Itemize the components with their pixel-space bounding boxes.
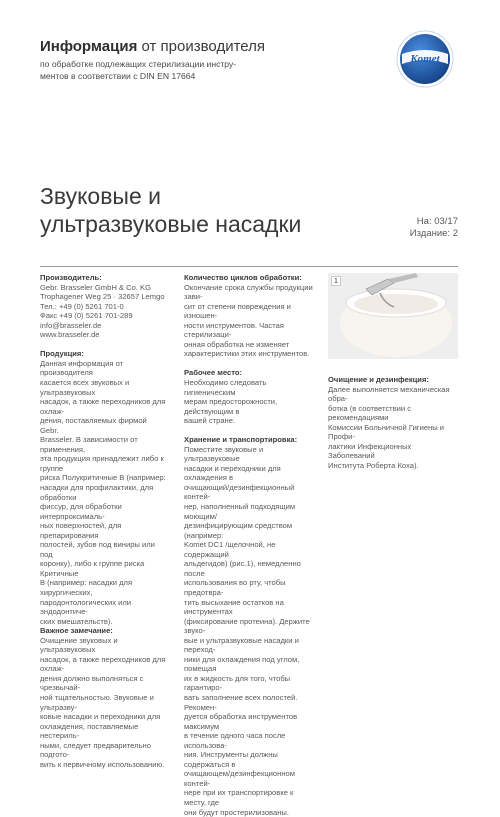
header-title-bold: Информация (40, 38, 138, 55)
storage-line: ния. Инструменты должны содержаться в (184, 750, 278, 769)
document-title-line: Звуковые и (40, 183, 161, 209)
storage-line: использования во рту, чтобы предотвра- (184, 578, 286, 597)
note-line: охлаждения, поставляемые нестериль- (40, 721, 139, 741)
cycles-line: Окончание срока службы продукции зави- (184, 282, 313, 302)
manufacturer-heading: Производитель: (40, 273, 102, 282)
edition-label: Издание: 2 (409, 228, 458, 239)
product-line: коронку), либо к группе риска Критичные (40, 559, 145, 578)
storage-line: нере при их транспортировке к месту, где (184, 788, 294, 807)
note-line: ными, следует предварительно подгото- (40, 740, 151, 760)
cycles-line: ности инструментов. Частая стерилизаци- (184, 320, 284, 340)
cleaning-line: ботка (в соответствии с рекомендациями (328, 403, 412, 423)
cleaning-heading: Очищение и дезинфекция: (328, 375, 429, 384)
header-subtitle-line: ментов в соответствии с DIN EN 17664 (40, 70, 196, 81)
cycles-heading: Количество циклов обработки: (184, 273, 302, 282)
storage-line: их в жидкость для того, чтобы гарантиро- (184, 673, 291, 693)
storage-line: ники для охлаждения под углом, помещая (184, 654, 300, 674)
cleaning-line: Комиссии Больничной Гигиены и Профи- (328, 422, 445, 442)
product-line: ских вмешательств). (40, 616, 113, 626)
cycles-line: онная обработка не изменяет (184, 339, 290, 349)
container-illustration (328, 273, 458, 359)
storage-line: насадки и переходники для охлаждения в (184, 463, 281, 483)
storage-line: вые и ультразвуковые насадки и переход- (184, 635, 299, 655)
product-heading: Продукция: (40, 349, 84, 359)
product-line: насадок, а также переходников для охлаж- (40, 397, 166, 416)
storage-block (184, 445, 316, 817)
document-title (40, 182, 370, 238)
cleaning-section (328, 375, 458, 470)
storage-line: дуется обработка инструментов максимум (184, 712, 298, 731)
storage-line: вать заполнение всех полостей. Рекомен- (184, 692, 298, 712)
header (40, 38, 370, 82)
storage-line: очищающий/дезинфекционный контей- (184, 482, 295, 502)
manufacturer-line: info@brasseler.de (40, 320, 102, 330)
note-heading: Важное замечание: (40, 626, 113, 636)
figure-number: 1 (331, 276, 341, 286)
komet-logo (396, 30, 454, 88)
product-line: касается всех звуковых и ультразвуковых (40, 377, 130, 397)
figure-1-photo (328, 273, 458, 359)
product-line: Brasseler. В зависимости от применения, (40, 435, 138, 454)
storage-line: тить высыхание остатков на инструментах (184, 597, 284, 617)
product-line: насадки для профилактики, для обработки (40, 482, 154, 502)
product-block (40, 359, 166, 626)
product-line: полостей, зубов под виниры или под (40, 540, 155, 559)
note-block (40, 636, 166, 770)
manufacturer-block (40, 283, 166, 340)
manufacturer-line: Trophagener Weg 25 · 32657 Lemgo (40, 292, 165, 302)
note-line: дения должно выполняться с чрезвычай- (40, 673, 144, 693)
product-line: ных поверхностей, для препарирования (40, 521, 122, 540)
manufacturer-line: www.brasseler.de (40, 330, 100, 340)
workplace-line: Необходимо следовать гигиеническим (184, 377, 267, 397)
storage-line: нер, наполненный подходящим моющим/ (184, 502, 296, 521)
document-title-line: ультразвуковые насадки (40, 211, 302, 237)
cycles-line: характеристики этих инструментов. (184, 349, 310, 359)
workplace-line: мерам предосторожности, действующим в (184, 397, 278, 416)
product-line: пародонтологических или эндодонтиче- (40, 597, 132, 617)
cleaning-line: лактики Инфекционных Заболеваний (328, 441, 412, 461)
product-line: Данная информация от производителя (40, 358, 124, 378)
storage-line: они будут простерилизованы. (184, 807, 289, 817)
note-line: вить к первичному использованию. (40, 759, 165, 769)
note-line: насадок, а также переходников для охлаж- (40, 654, 166, 674)
logo-text: Komet (410, 53, 440, 65)
product-line: эта продукция принадлежит либо к группе (40, 454, 164, 473)
storage-line: Komet DC1 /щелочной, не содержащий (184, 540, 276, 559)
cleaning-line: Далее выполняется механическая обра- (328, 384, 450, 404)
cycles-block (184, 283, 316, 359)
header-title-rest: от производителя (137, 38, 265, 55)
cleaning-line: Института Роберта Коха). (328, 460, 419, 470)
workplace-block (184, 378, 316, 426)
note-line: ной тщательностью. Звуковые и ультразву- (40, 693, 154, 712)
column-left (40, 273, 166, 769)
storage-line: альдегидов) (рис.1), немедленно после (184, 559, 301, 578)
storage-line: очищающем/дезинфекционном контей- (184, 769, 295, 788)
product-line: дения, поставляемых фирмой Gebr. (40, 416, 147, 435)
storage-heading: Хранение и транспортировка: (184, 435, 298, 445)
header-subtitle-line: по обработке подлежащих стерилизации инстру- (40, 59, 237, 69)
product-line: фиссур, для обработки интерпроксималь- (40, 502, 122, 521)
product-line: риска Полукритичные B (например: (40, 473, 166, 483)
section-divider (40, 266, 458, 267)
storage-line: в течение одного часа после использова- (184, 731, 286, 750)
workplace-heading: Рабочее место: (184, 368, 243, 378)
column-middle (184, 273, 316, 817)
storage-line: Поместите звуковые и ультразвуковые (184, 444, 264, 464)
storage-line: дезинфицирующим средством (например: (184, 521, 293, 540)
header-title (40, 38, 370, 56)
column-right (328, 273, 458, 470)
version-label: На: 03/17 (416, 216, 458, 227)
note-line: Очищение звуковых и ультразвуковых (40, 635, 118, 655)
manufacturer-line: Факс +49 (0) 5261 701-289 (40, 311, 133, 321)
note-line: ковые насадки и переходники для (40, 712, 161, 722)
manufacturer-line: Тел.: +49 (0) 5261 701-0 (40, 301, 124, 311)
manufacturer-line: Gebr. Brasseler GmbH & Co. KG (40, 282, 151, 292)
document-version-info (410, 216, 458, 240)
header-subtitle (40, 59, 370, 82)
storage-line: (фиксирование протеина). Держите звуко- (184, 616, 310, 636)
cycles-line: сит от степени повреждения и изношен- (184, 301, 291, 321)
workplace-line: вашей стране. (184, 416, 236, 426)
product-line: B (например: насадки для хирургических, (40, 578, 133, 597)
